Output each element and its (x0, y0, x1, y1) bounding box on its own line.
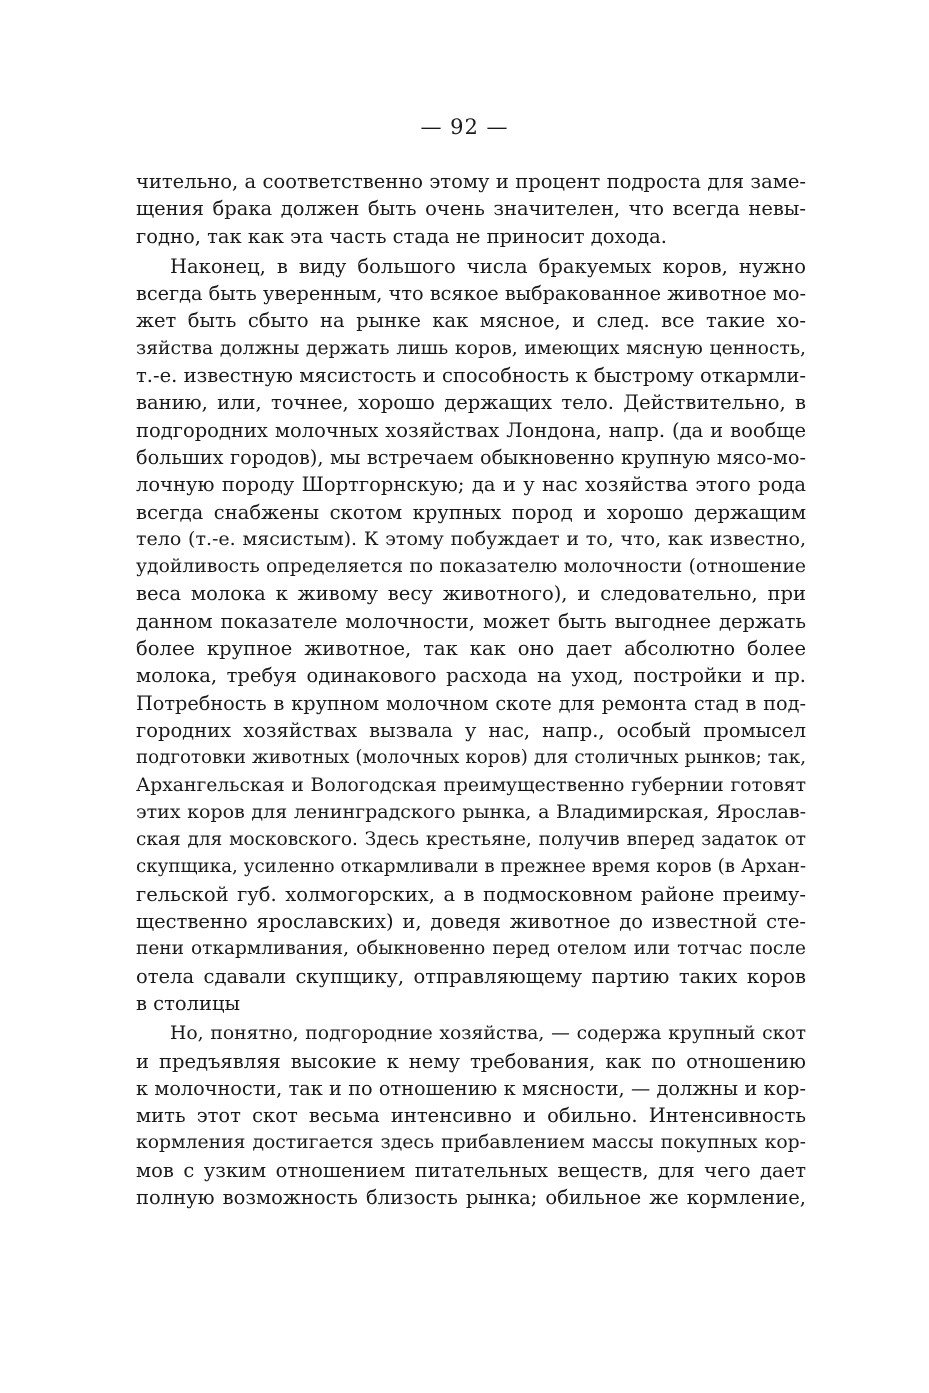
text-line: подготовки животных (молочных коров) для столичных рынков; так, (136, 747, 806, 769)
text-line: всегда снабжены скотом крупных пород и хорошо держащим (136, 500, 806, 524)
text-line: скупщика, усиленно откармливали в прежнее время коров (в Архан- (136, 856, 806, 878)
page-number: — 92 — (420, 115, 509, 139)
text-line: городних хозяйствах вызвала у нас, напр., особый промысел (136, 718, 806, 742)
text-line: к молочности, так и по отношению к мясности, — должны и кор- (136, 1076, 806, 1100)
text-line: этих коров для ленинградского рынка, а Владимирская, Ярослав- (136, 800, 806, 823)
text-line: данном показателе молочности, может быть выгоднее держать (136, 609, 806, 633)
text-line: молока, требуя одинакового расхода на уход, постройки и пр. (136, 664, 806, 688)
text-line: зяйства должны держать лишь коров, имеющих мясную ценность, (136, 337, 806, 359)
text-line: тело (т.-е. мясистым). К этому побуждает и то, что, как известно, (136, 527, 806, 550)
text-line: больших городов), мы встречаем обыкновенно крупную мясо-мо- (136, 445, 806, 469)
text-line: жет быть сбыто на рынке как мясное, и след. все такие хо- (136, 309, 806, 333)
paragraph-1 (136, 168, 806, 250)
text-line: т.-е. известную мясистость и способность к быстрому откармли- (136, 364, 806, 388)
text-line: подгородних молочных хозяйствах Лондона, напр. (да и вообще (136, 418, 806, 442)
text-line: Потребность в крупном молочном скоте для ремонта стад в под- (136, 691, 806, 715)
text-line: более крупное животное, так как оно дает абсолютно более (136, 637, 806, 661)
text-line: ванию, или, точнее, хорошо держащих тело. Действительно, в (136, 391, 806, 415)
paragraph-2 (136, 253, 806, 1017)
text-line: веса молока к живому весу животного), и следовательно, при (136, 582, 806, 606)
text-line: гельской губ. холмогорских, а в подмосковном районе преиму- (136, 882, 806, 906)
body-text (136, 168, 806, 1211)
text-line: удойливость определяется по показателю молочности (отношение (136, 556, 806, 578)
text-line: мить этот скот весьма интенсивно и обильно. Интенсивность (136, 1104, 806, 1128)
text-line: полную возможность близость рынка; обильное же кормление, (136, 1185, 806, 1209)
text-line: в столицы (136, 991, 241, 1015)
text-line: Наконец, в виду большого числа бракуемых коров, нужно (170, 254, 806, 278)
text-line: Архангельская и Вологодская преимущественно губернии готовят (136, 774, 806, 796)
text-line: и предъявляя высокие к нему требования, как по отношению (136, 1049, 806, 1073)
text-line: кормления достигается здесь прибавлением массы покупных кор- (136, 1132, 806, 1154)
text-line: пени откармливания, обыкновенно перед отелом или тотчас после (136, 938, 806, 960)
paragraph-3 (136, 1020, 806, 1211)
text-line: чительно, а соответственно этому и процент подроста для заме- (136, 170, 806, 193)
text-line: годно, так как эта часть стада не приносит дохода. (136, 224, 668, 248)
text-line: ская для московского. Здесь крестьяне, получив вперед задаток от (136, 829, 806, 851)
text-line: всегда быть уверенным, что всякое выбракованное животное мо- (136, 282, 806, 306)
text-line: щественно ярославских) и, доведя животное до известной сте- (136, 910, 806, 934)
text-line: щения брака должен быть очень значителен, что всегда невы- (136, 197, 806, 221)
text-line: Но, понятно, подгородние хозяйства, — содержа крупный скот (170, 1023, 806, 1045)
text-line: мов с узким отношением питательных веществ, для чего дает (136, 1158, 806, 1182)
text-line: лочную породу Шортгорнскую; да и у нас хозяйства этого рода (136, 473, 806, 497)
text-line: отела сдавали скупщику, отправляющему партию таких коров (136, 964, 806, 988)
